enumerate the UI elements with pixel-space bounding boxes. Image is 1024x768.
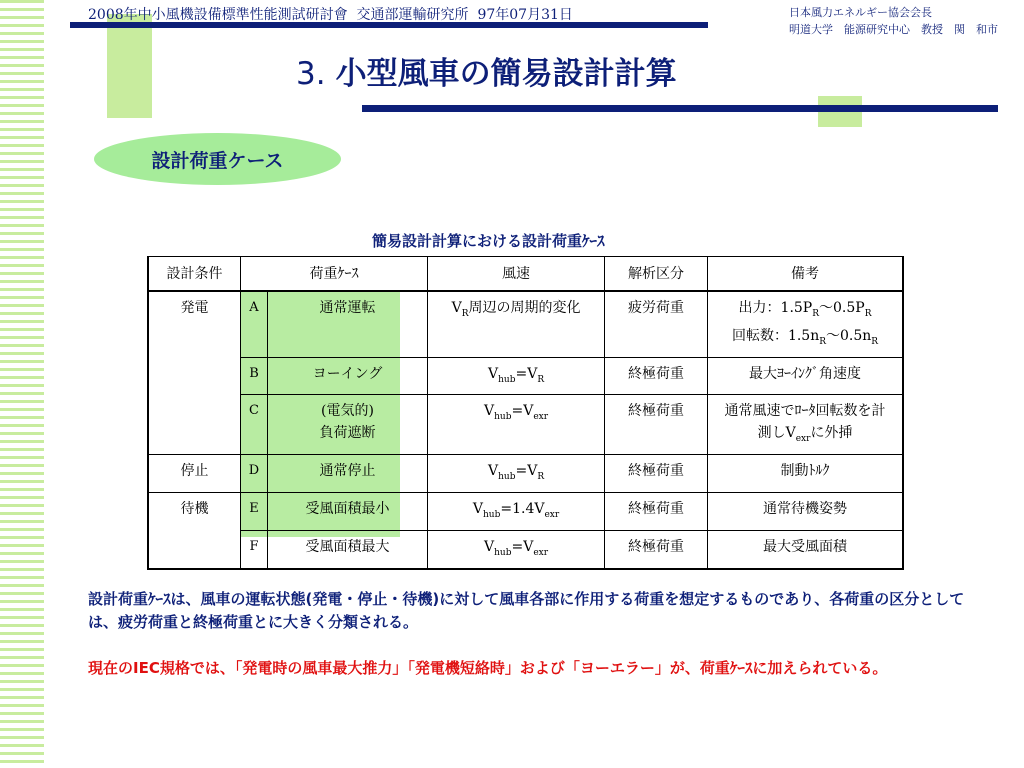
table-row bbox=[148, 357, 903, 395]
speed-subscript: exr bbox=[533, 547, 549, 558]
remark-text: ～0.5P bbox=[819, 300, 865, 316]
remark-line: 通常風速でﾛｰﾀ回転数を計 bbox=[724, 403, 886, 420]
case-name: ヨーイング bbox=[268, 357, 428, 395]
header-meeting-info bbox=[88, 4, 573, 24]
speed-symbol: V bbox=[472, 500, 484, 517]
iec-note-paragraph: 現在のIEC規格では、「発電時の風車最大推力」「発電機短絡時」および「ヨーエラー」が、荷重ｹｰｽに加えられている。 bbox=[88, 659, 888, 677]
remarks bbox=[708, 291, 903, 357]
speed-symbol: V bbox=[487, 365, 499, 382]
design-load-table bbox=[147, 256, 904, 570]
description-paragraph: 設計荷重ｹｰｽは、風車の運転状態(発電・停止・待機)に対して風車各部に作用する荷重を想定するものであり、各荷重の区分としては、疲労荷重と終極荷重とに大きく分類される。 bbox=[88, 590, 965, 631]
case-letter: E bbox=[241, 492, 268, 530]
case-name: 受風面積最大 bbox=[268, 530, 428, 568]
remark-subscript: exr bbox=[795, 434, 811, 445]
wind-speed bbox=[428, 357, 605, 395]
case-name: 通常停止 bbox=[268, 455, 428, 493]
case-name-line: 負荷遮断 bbox=[319, 425, 376, 442]
remark-line bbox=[711, 422, 899, 450]
table-row bbox=[148, 530, 903, 568]
condition-standby: 待機 bbox=[148, 492, 241, 530]
analysis-type: 終極荷重 bbox=[605, 530, 708, 568]
case-letter: B bbox=[241, 357, 268, 395]
remark-output bbox=[711, 297, 899, 325]
wind-speed bbox=[428, 530, 605, 568]
header-wind-speed: 風速 bbox=[428, 257, 605, 292]
wind-speed bbox=[428, 492, 605, 530]
condition-blank bbox=[148, 395, 241, 455]
remark-subscript: R bbox=[864, 308, 872, 319]
speed-symbol: V bbox=[451, 300, 462, 316]
section-oval-label: 設計荷重ケース bbox=[94, 133, 341, 185]
author-line-2: 明道大学 能源研究中心 教授 関 和市 bbox=[789, 23, 998, 36]
table-row bbox=[148, 291, 903, 357]
condition-blank bbox=[148, 530, 241, 568]
remark-text: ～0.5n bbox=[826, 327, 872, 344]
table-row bbox=[148, 395, 903, 455]
remark-text: に外挿 bbox=[810, 425, 853, 442]
case-name: 通常運転 bbox=[268, 291, 428, 357]
condition-power: 発電 bbox=[148, 291, 241, 357]
speed-subscript: hub bbox=[494, 412, 512, 423]
speed-subscript: exr bbox=[533, 412, 549, 423]
speed-equation: =V bbox=[511, 403, 534, 420]
speed-subscript: hub bbox=[498, 374, 516, 385]
speed-subscript: R bbox=[537, 471, 545, 482]
remark-subscript: R bbox=[871, 336, 879, 347]
table-row bbox=[148, 455, 903, 493]
wind-speed bbox=[428, 455, 605, 493]
table-header-row bbox=[148, 257, 903, 292]
case-letter: A bbox=[241, 291, 268, 357]
meeting-date: 97年07月31日 bbox=[477, 7, 573, 23]
author-info bbox=[789, 4, 998, 38]
header-load-case: 荷重ｹｰｽ bbox=[241, 257, 428, 292]
condition-blank bbox=[148, 357, 241, 395]
case-letter: F bbox=[241, 530, 268, 568]
wind-speed bbox=[428, 291, 605, 357]
case-letter: D bbox=[241, 455, 268, 493]
speed-equation: =V bbox=[515, 463, 538, 480]
title-rule bbox=[362, 105, 998, 112]
analysis-type: 疲労荷重 bbox=[605, 291, 708, 357]
speed-equation: =1.4V bbox=[500, 500, 545, 517]
speed-subscript: hub bbox=[494, 547, 512, 558]
analysis-type: 終極荷重 bbox=[605, 357, 708, 395]
condition-stop: 停止 bbox=[148, 455, 241, 493]
remarks: 最大受風面積 bbox=[708, 530, 903, 568]
author-line-1: 日本風力エネルギー協会会長 bbox=[789, 6, 932, 19]
remark-subscript: R bbox=[819, 336, 827, 347]
analysis-type: 終極荷重 bbox=[605, 455, 708, 493]
decorative-stripes bbox=[0, 0, 44, 768]
title-number: 3. bbox=[296, 56, 326, 92]
speed-subscript: hub bbox=[483, 509, 501, 520]
header-analysis: 解析区分 bbox=[605, 257, 708, 292]
decorative-block bbox=[107, 14, 152, 118]
header-remarks: 備考 bbox=[708, 257, 903, 292]
remarks: 制動ﾄﾙｸ bbox=[708, 455, 903, 493]
remark-subscript: R bbox=[812, 308, 820, 319]
remark-text: 出力：1.5P bbox=[738, 300, 813, 316]
case-name bbox=[268, 395, 428, 455]
table-row bbox=[148, 492, 903, 530]
header-condition: 設計条件 bbox=[148, 257, 241, 292]
speed-description: 周辺の周期的変化 bbox=[468, 300, 581, 316]
speed-subscript: R bbox=[537, 374, 545, 385]
slide-title bbox=[296, 48, 677, 93]
title-text: 小型風車の簡易設計計算 bbox=[335, 56, 677, 92]
meeting-name: 2008年中小風機設備標準性能測試研討會 bbox=[88, 7, 348, 23]
speed-symbol: V bbox=[484, 538, 495, 555]
analysis-type: 終極荷重 bbox=[605, 395, 708, 455]
case-name: 受風面積最小 bbox=[268, 492, 428, 530]
case-name-line: (電気的) bbox=[321, 403, 374, 420]
remark-rotation bbox=[711, 325, 899, 353]
speed-subscript: exr bbox=[544, 509, 560, 520]
wind-speed bbox=[428, 395, 605, 455]
speed-symbol: V bbox=[484, 403, 495, 420]
analysis-type: 終極荷重 bbox=[605, 492, 708, 530]
remarks: 最大ﾖｰｲﾝｸﾞ角速度 bbox=[708, 357, 903, 395]
speed-equation: =V bbox=[511, 538, 534, 555]
speed-equation: =V bbox=[515, 365, 538, 382]
remark-text: 回転数：1.5n bbox=[731, 327, 820, 344]
speed-symbol: V bbox=[487, 463, 499, 480]
speed-subscript: R bbox=[461, 308, 469, 319]
remarks bbox=[708, 395, 903, 455]
table-caption: 簡易設計計算における設計荷重ｹｰｽ bbox=[372, 232, 605, 250]
remark-text: 測しV bbox=[757, 425, 796, 442]
organization: 交通部運輸研究所 bbox=[356, 7, 469, 23]
speed-subscript: hub bbox=[498, 471, 516, 482]
case-letter: C bbox=[241, 395, 268, 455]
remarks: 通常待機姿勢 bbox=[708, 492, 903, 530]
